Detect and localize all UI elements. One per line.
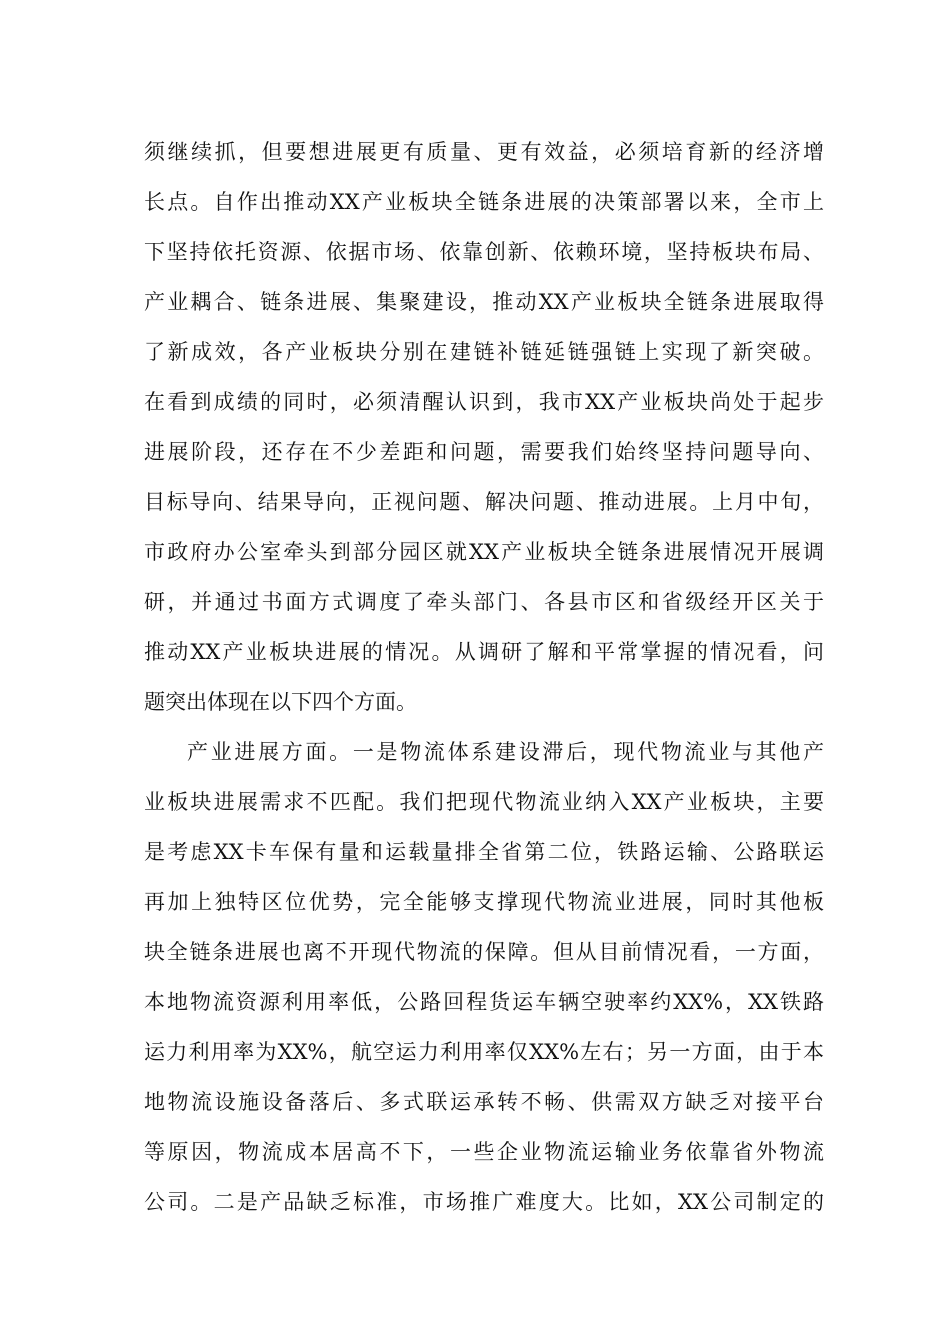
text-line: 目标导向、结果导向，正视问题、解决问题、推动进展。上月中旬， — [144, 490, 824, 514]
text-line: 业板块进展需求不匹配。我们把现代物流业纳入XX产业板块，主要 — [144, 790, 824, 814]
text-line: 进展阶段，还存在不少差距和问题，需要我们始终坚持问题导向、 — [144, 440, 824, 464]
text-line: 长点。自作出推动XX产业板块全链条进展的决策部署以来，全市上 — [144, 190, 824, 214]
text-line: 下坚持依托资源、依据市场、依靠创新、依赖环境，坚持板块布局、 — [144, 240, 824, 264]
text-line: 再加上独特区位优势，完全能够支撑现代物流业进展，同时其他板 — [144, 890, 824, 914]
paragraph-first-line: 产业进展方面。一是物流体系建设滞后，现代物流业与其他产 — [187, 740, 824, 764]
text-line: 题突出体现在以下四个方面。 — [144, 690, 417, 714]
text-line: 产业耦合、链条进展、集聚建设，推动XX产业板块全链条进展取得 — [144, 290, 824, 314]
text-line: 市政府办公室牵头到部分园区就XX产业板块全链条进展情况开展调 — [144, 540, 824, 564]
text-line: 研，并通过书面方式调度了牵头部门、各县市区和省级经开区关于 — [144, 590, 824, 614]
text-line: 推动XX产业板块进展的情况。从调研了解和平常掌握的情况看，问 — [144, 640, 824, 664]
text-line: 公司。二是产品缺乏标准，市场推广难度大。比如，XX公司制定的 — [144, 1190, 824, 1214]
text-line: 了新成效，各产业板块分别在建链补链延链强链上实现了新突破。 — [144, 340, 824, 364]
text-line: 地物流设施设备落后、多式联运承转不畅、供需双方缺乏对接平台 — [144, 1090, 824, 1114]
text-line: 本地物流资源利用率低，公路回程货运车辆空驶率约XX%，XX铁路 — [144, 990, 824, 1014]
text-line: 须继续抓，但要想进展更有质量、更有效益，必须培育新的经济增 — [144, 140, 824, 164]
text-line: 等原因，物流成本居高不下，一些企业物流运输业务依靠省外物流 — [144, 1140, 824, 1164]
text-line: 块全链条进展也离不开现代物流的保障。但从目前情况看，一方面， — [144, 940, 824, 964]
text-line: 是考虑XX卡车保有量和运载量排全省第二位，铁路运输、公路联运 — [144, 840, 824, 864]
text-line: 运力利用率为XX%，航空运力利用率仅XX%左右；另一方面，由于本 — [144, 1040, 824, 1064]
text-line: 在看到成绩的同时，必须清醒认识到，我市XX产业板块尚处于起步 — [144, 390, 824, 414]
